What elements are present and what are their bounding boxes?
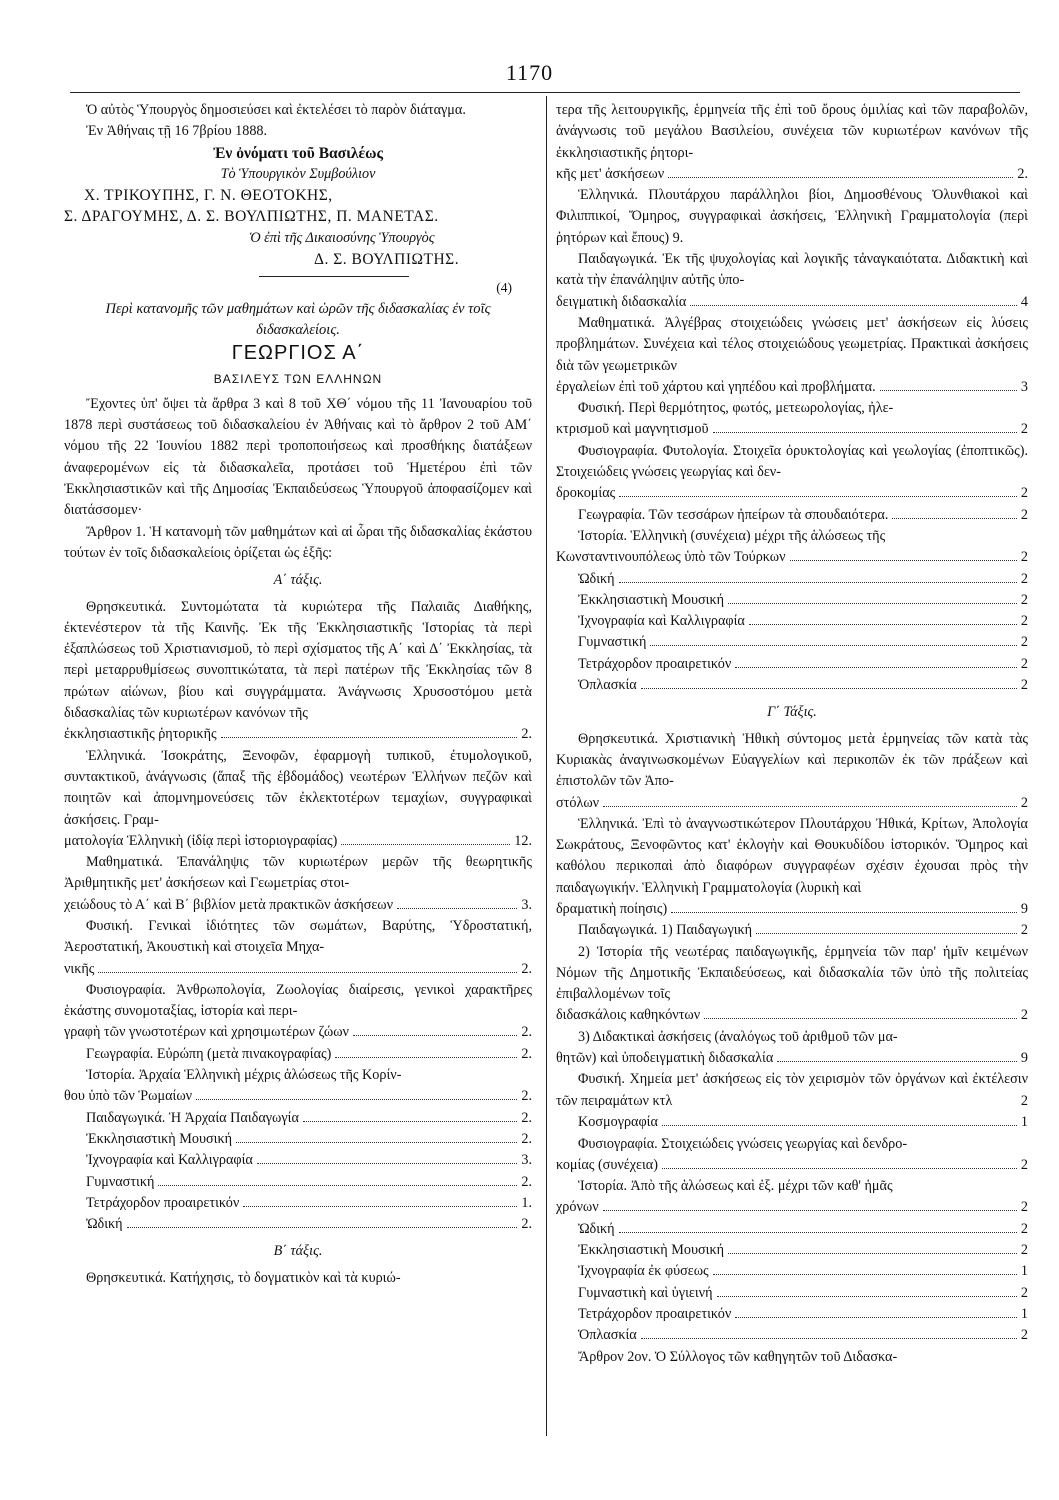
subject-paragraph: Φυσική. Περὶ θερμότητος, φωτός, μετεωρολογίας, ἠλε- — [578, 400, 894, 417]
subject-line — [64, 1022, 532, 1043]
subject-line-leader — [619, 582, 1017, 583]
subject-line-label: Γυμναστικὴ καὶ ὑγιεινή — [578, 1284, 713, 1301]
subject-line-leader — [668, 177, 1013, 178]
subject-paragraph: Ἑλληνικά. Πλουτάρχου παράλληλοι βίοι, Δημοσθένους Ὀλυνθιακοὶ καὶ Φιλιππικοί, Ὅμηρος, συγγραφικαὶ ἀσκήσεις, Ἑλληνικὴ Γραμματολογία (περὶ ῥητόρων καὶ ἔπους) 9. — [556, 187, 1028, 246]
intro-paragraph: Ὁ αὐτὸς Ὑπουργὸς δημοσιεύσει καὶ ἐκτελέσει τὸ παρὸν διάταγμα. — [86, 102, 466, 118]
subject-line-hours: 3. — [521, 896, 532, 913]
subject-line-hours: 2 — [1020, 655, 1028, 672]
class-c-heading: Γ΄ Τάξις. — [767, 704, 817, 721]
subject-paragraph: Ἑλληνικά. Ἐπὶ τὸ ἀναγνωστικώτερον Πλουτάρχου Ἠθικά, Κρίτων, Ἀπολογία Σωκράτους, Ξενοφῶντος κατ' ἐκλογὴν καὶ Θουκυδίδου ἱστορικόν. Ὅμηρος καὶ καθόλου περικοπαὶ ἀπὸ διαφόρων συγγραφέων σχέσιν ἐχουσαι πρὸς τὴν παιδαγωγικήν. Ἑλληνικὴ Γραμματολογία (λυρικὴ καὶ — [556, 815, 1028, 896]
column-divider — [546, 96, 547, 1436]
subject-line — [64, 1044, 532, 1065]
subject-line-leader — [756, 933, 1017, 934]
subject-line-label: Ὁπλασκία — [578, 1327, 637, 1344]
subject-line — [556, 1240, 1028, 1261]
subject-line — [64, 959, 532, 980]
subject-line-label: Ὠδική — [578, 1220, 615, 1237]
decree-title: Περὶ κατανομῆς τῶν μαθημάτων καὶ ὡρῶν τῆς διδασκαλίας ἐν τοῖς διδασκαλείοις. — [105, 300, 491, 338]
subject-line-hours: 2 — [1020, 549, 1028, 566]
subject-line-hours: 2 — [1020, 1156, 1028, 1173]
subject-line-label: Τετράχορδον προαιρετικόν — [86, 1194, 240, 1211]
subject-line-label: ἐργαλείων ἐπὶ τοῦ χάρτου καὶ γηπέδου καὶ προβλήματα. — [556, 378, 876, 395]
subject-line — [64, 1172, 532, 1193]
subject-line — [556, 483, 1028, 504]
subject-line-label: νικῆς — [64, 960, 95, 977]
subject-line-leader — [892, 518, 1017, 519]
subject-line-leader — [749, 624, 1017, 625]
subject-line-hours: 12. — [514, 832, 532, 849]
subject-line-hours: 2 — [1020, 1242, 1028, 1259]
subject-line-label: Παιδαγωγικά. 1) Παιδαγωγική — [578, 922, 753, 939]
subject-line-label: Γυμναστική — [86, 1173, 155, 1190]
left-column — [64, 100, 532, 1289]
subject-line — [556, 1325, 1028, 1346]
subject-line — [556, 675, 1028, 696]
subject-line-label: Ἰχνογραφία καὶ Καλλιγραφία — [86, 1152, 253, 1169]
subject-line-label: Κοσμογραφία — [578, 1114, 658, 1131]
subject-line-hours: 9 — [1020, 1050, 1028, 1067]
class-b-subjects — [556, 100, 1028, 569]
subject-line-hours: 2 — [1020, 591, 1028, 608]
subject-line-leader — [243, 1206, 517, 1207]
subject-line-hours: 1 — [1020, 1305, 1028, 1322]
subject-paragraph: Ἑλληνικά. Ἰσοκράτης, Ξενοφῶν, ἐφαρμογὴ τυπικοῦ, ἐτυμολογικοῦ, συντακτικοῦ, ἀνάγνωσις (ἅπαξ τῆς ἑβδομάδος) νεωτέρων Ἑλλήνων πεζῶν καὶ ποιητῶν καὶ ἀπομνημονεύσεις τῶν ἐκλεκτοτέρων τεμαχίων, συγγραφικαὶ ἀσκήσεις. Γραμ- — [64, 747, 532, 828]
subject-paragraph: Θρησκευτικά. Συντομώτατα τὰ κυριώτερα τῆς Παλαιᾶς Διαθήκης, ἐκτενέστερον τὰ τῆς Καινῆς. Ἐκ τῆς Ἐκκλησιαστικῆς Ἱστορίας τὰ περὶ ἐξαπλώσεως τοῦ Χριστιανισμοῦ, τὸ περὶ σχίσματος τῆς Α΄ καὶ Δ΄ Ἐκκλησίας, τὰ περὶ μεταρρυθμίσεως συνοπτικώτατα, τὰ περὶ πατέρων τῆς Ἐκκλησίας τῶν 8 πρώτων αἰώνων, βίου καὶ συγγράμματα. Ἀνάγνωσις Χρυσοστόμου μετὰ διδασκαλίας τῶν κυριωτέρων κανόνων τῆς — [64, 598, 532, 722]
class-c-subjects — [556, 729, 1028, 1219]
subject-line — [64, 1214, 532, 1235]
subject-line-leader — [221, 737, 518, 738]
subject-line-hours: 2 — [1020, 634, 1028, 651]
subject-line — [64, 1193, 532, 1214]
subject-paragraph: Φυσιογραφία. Φυτολογία. Στοιχεῖα ὀρυκτολογίας καὶ γεωλογίας (ἐποπτικῶς). Στοιχειώδεις γνώσεις γεωργίας καὶ δεν- — [556, 442, 1028, 481]
subject-line — [556, 590, 1028, 611]
subject-line-leader — [728, 1253, 1017, 1254]
subject-line-leader — [728, 603, 1017, 604]
subject-line-leader — [790, 560, 1017, 561]
subject-line-hours: 2. — [521, 960, 532, 977]
minister-name: Δ. Σ. ΒΟΥΛΠΙΩΤΗΣ. — [314, 251, 460, 269]
subject-line-leader — [650, 645, 1016, 646]
subject-line-hours: 2 — [1020, 922, 1028, 939]
subject-line-leader — [397, 908, 517, 909]
subject-line-label: Κωνσταντινουπόλεως ὑπὸ τῶν Τούρκων — [556, 549, 786, 566]
subject-line-leader — [735, 667, 1017, 668]
subject-line-label: δειγματικὴ διδασκαλία — [556, 293, 687, 310]
subject-line-leader — [704, 1018, 1017, 1019]
subject-line — [556, 164, 1028, 185]
subject-paragraph: Μαθηματικά. Ἐπανάληψις τῶν κυριωτέρων μερῶν τῆς θεωρητικῆς Ἀριθμητικῆς μετ' ἀσκήσεων καὶ Γεωμετρίας στοι- — [64, 854, 532, 892]
subject-paragraph: Θρησκευτικά. Χριστιανικὴ Ἠθικὴ σύντομος μετὰ ἑρμηνείας τῶν κατὰ τὰς Κυριακὰς ἀναγινωσκομένων Εὐαγγελίων καὶ περικοπῶν ἐκ τῶν πράξεων καὶ ἐπιστολῶν τῶν Ἀπο- — [556, 730, 1028, 790]
subject-line-label: ματολογία Ἑλληνικὴ (ἰδίᾳ περὶ ἱστοριογραφίας) — [64, 832, 338, 849]
subject-line-leader — [603, 1210, 1017, 1211]
subject-line-hours: 2 — [1020, 613, 1028, 630]
minister-role: Ὁ ἐπὶ τῆς Δικαιοσύνης Ὑπουργὸς — [249, 229, 435, 246]
subject-line-label: χρόνων — [556, 1199, 599, 1216]
subject-line-leader — [619, 496, 1017, 497]
subject-line-leader — [341, 844, 510, 845]
subject-line-leader — [603, 806, 1017, 807]
subject-line-label: Ὁπλασκία — [578, 677, 637, 694]
subject-line-hours: 2. — [1017, 165, 1028, 182]
subject-line-leader — [236, 1142, 517, 1143]
subject-line-leader — [662, 1168, 1017, 1169]
subject-line — [556, 1261, 1028, 1282]
signatories-line-2: Σ. ΔΡΑΓΟΥΜΗΣ, Δ. Σ. ΒΟΥΛΠΙΩΤΗΣ, Π. ΜΑΝΕΤΑΣ. — [64, 208, 439, 226]
subject-line-hours: 3. — [521, 1152, 532, 1169]
subject-line-leader — [98, 972, 517, 973]
subject-line — [556, 654, 1028, 675]
subject-line — [556, 569, 1028, 590]
subject-line-leader — [196, 1099, 517, 1100]
subject-line-label: ἐκκλησιαστικῆς ῥητορικῆς — [64, 726, 217, 743]
subject-line-leader — [257, 1163, 518, 1164]
article-1: Ἄρθρον 1. Ἡ κατανομὴ τῶν μαθημάτων καὶ αἱ ὧραι τῆς διδασκαλίας ἑκάστου τούτων ἐν τοῖς διδασκαλείοις ὁρίζεται ὡς ἑξῆς: — [64, 523, 532, 561]
subject-line-leader — [713, 1274, 1017, 1275]
in-name-of-king: Ἐν ὀνόματι τοῦ Βασιλέως — [212, 144, 384, 162]
subject-line-leader — [777, 1061, 1017, 1062]
subject-line-hours: 2 — [1020, 1220, 1028, 1237]
subject-line-label: διδασκάλοις καθηκόντων — [556, 1007, 701, 1024]
subject-line-label: Τετράχορδον προαιρετικόν — [578, 655, 732, 672]
subject-line-hours: 2. — [521, 1130, 532, 1147]
subject-line-label: Ὠδική — [86, 1216, 123, 1233]
subject-line-hours: 2. — [521, 726, 532, 743]
subject-line-hours: 2. — [521, 1109, 532, 1126]
subject-paragraph: Ἱστορία. Ἑλληνικὴ (συνέχεια) μέχρι τῆς ἁλώσεως τῆς — [578, 527, 886, 544]
subject-line-hours: 1. — [521, 1194, 532, 1211]
subject-hours: 2 — [1020, 1092, 1028, 1109]
subject-line-label: Ἰχνογραφία καὶ Καλλιγραφία — [578, 613, 745, 630]
subject-line-hours: 2 — [1020, 570, 1028, 587]
subject-line-leader — [335, 1057, 517, 1058]
preamble: Ἔχοντες ὑπ' ὄψει τὰ ἄρθρα 3 καὶ 8 τοῦ ΧΘ΄ νόμου τῆς 11 Ἰανουαρίου τοῦ 1878 περὶ συστάσεως τοῦ διδασκαλείου ἐν Ἀθήναις καὶ τὸ ἄρθρον 2 τοῦ ΑΜ΄ νόμου τῆς 22 Ἰουνίου 1882 περὶ τροποποιήσεως καὶ προσθήκης διατάξεων ἀναφερομένων εἰς τὰ διδασκαλεῖα, προτάσει τοῦ Ἡμετέρου ἐπὶ τῶν Ἐκκλησιαστικῶν καὶ τῆς Δημοσίας Ἐκπαιδεύσεως Ὑπουργοῦ ἀποφασίζομεν καὶ διατάσσομεν· — [64, 395, 532, 519]
subject-line-label: Ὠδική — [578, 570, 615, 587]
subject-line-label: κομίας (συνέχεια) — [556, 1156, 658, 1173]
subject-line-hours: 2 — [1020, 1199, 1028, 1216]
class-c-list — [556, 1219, 1028, 1347]
subject-line-leader — [671, 912, 1017, 913]
subject-line — [64, 1129, 532, 1150]
subject-line-leader — [353, 1035, 517, 1036]
subject-line-leader — [303, 1121, 517, 1122]
subject-line-leader — [127, 1227, 518, 1228]
subject-line — [556, 292, 1028, 313]
subject-line — [64, 1150, 532, 1171]
subject-line — [556, 632, 1028, 653]
subject-line-label: Γεωγραφία. Εὐρώπη (μετὰ πινακογραφίας) — [86, 1045, 332, 1062]
right-column — [556, 100, 1028, 1368]
council-heading: Τὸ Ὑπουργικὸν Συμβούλιον — [220, 165, 376, 182]
subject-paragraph: Φυσική. Γενικαὶ ἰδιότητες τῶν σωμάτων, Βαρύτης, Ὑδροστατική, Ἀεροστατική, Ἀκουστικὴ καὶ στοιχεῖα Μηχα- — [64, 917, 532, 956]
subject-line-hours: 2 — [1020, 485, 1028, 502]
signatories-line-1: Χ. ΤΡΙΚΟΥΠΗΣ, Γ. Ν. ΘΕΟΤΟΚΗΣ, — [84, 187, 333, 205]
subject-line-leader — [735, 1317, 1017, 1318]
subject-line — [556, 793, 1028, 814]
subject-line — [556, 1005, 1028, 1026]
subject-line — [556, 899, 1028, 920]
decree-number: (4) — [496, 280, 512, 296]
subject-paragraph: Μαθηματικά. Ἀλγέβρας στοιχειώδεις γνώσεις μετ' ἀσκήσεων εἰς λύσεις προβλημάτων. Συνέχεια καὶ τέλος στοιχειώδους γεωμετρίας. Πρακτικαὶ ἀσκήσεις διὰ τῶν γεωμετρικῶν — [556, 314, 1028, 374]
subject-line-leader — [880, 390, 1017, 391]
subject-line-hours: 2 — [1020, 1284, 1028, 1301]
subject-line-label: δραματικὴ ποίησις) — [556, 900, 668, 917]
subject-line — [556, 1112, 1028, 1133]
class-a-subjects — [64, 597, 532, 1108]
subject-line-label: θητῶν) καὶ ὑποδειγματικὴ διδασκαλία — [556, 1050, 774, 1067]
class-a-heading: Α΄ τάξις. — [273, 572, 323, 589]
class-b-heading: Β΄ τάξις. — [273, 1243, 323, 1260]
subject-line — [556, 547, 1028, 568]
class-b-start: Θρησκευτικά. Κατήχησις, τὸ δογματικὸν καὶ τὰ κυριώ- — [86, 1269, 401, 1286]
subject-line — [556, 1155, 1028, 1176]
subject-line-hours: 2 — [1020, 1007, 1028, 1024]
subject-line-hours: 2 — [1020, 677, 1028, 694]
subject-paragraph: Φυσιογραφία. Ἀνθρωπολογία, Ζωολογίας διαίρεσις, γενικοὶ χαρακτῆρες ἑκάστης συνομοταξίας, ἱστορία καὶ περι- — [64, 981, 532, 1020]
subject-line-label: Ἰχνογραφία ἐκ φύσεως — [578, 1263, 709, 1280]
subject-line-leader — [662, 1125, 1017, 1126]
subject-line-label: κτρισμοῦ καὶ μαγνητισμοῦ — [556, 421, 709, 438]
subject-line-hours: 2. — [521, 1216, 532, 1233]
subject-line-label: Παιδαγωγικά. Ἡ Ἀρχαία Παιδαγωγία — [86, 1109, 299, 1126]
subject-line — [556, 1304, 1028, 1325]
subject-line-hours: 2. — [521, 1045, 532, 1062]
subject-line — [556, 1048, 1028, 1069]
subject-line — [64, 895, 532, 916]
subject-line — [556, 1197, 1028, 1218]
subject-line-label: Ἐκκλησιαστικὴ Μουσική — [86, 1130, 233, 1147]
subject-line-label: θου ὑπὸ τῶν Ῥωμαίων — [64, 1088, 193, 1105]
subject-line — [64, 1108, 532, 1129]
subject-line-hours: 4 — [1020, 293, 1028, 310]
subject-line — [64, 724, 532, 745]
subject-line — [556, 377, 1028, 398]
king-name: ΓΕΩΡΓΙΟΣ Α΄ — [231, 342, 365, 365]
subject-line-label: Τετράχορδον προαιρετικόν — [578, 1305, 732, 1322]
subject-line-label: γραφὴ τῶν γνωστοτέρων καὶ χρησιμωτέρων ζώων — [64, 1024, 349, 1041]
article-2: Ἄρθρον 2ον. Ὁ Σύλλογος τῶν καθηγητῶν τοῦ Διδασκα- — [578, 1348, 898, 1365]
subject-line — [556, 611, 1028, 632]
subject-line-label: στόλων — [556, 794, 600, 811]
subject-paragraph: τερα τῆς λειτουργικῆς, ἑρμηνεία τῆς ἐπὶ τοῦ ὄρους ὁμιλίας καὶ τῶν παραβολῶν, ἀνάγνωσις τοῦ μεγάλου Βασιλείου, συνέχεια τῶν κυριωτέρων κανόνων τῆς ἐκκλησιαστικῆς ῥητορι- — [556, 102, 1028, 161]
subject-line-label: Γυμναστική — [578, 634, 647, 651]
subject-line — [556, 419, 1028, 440]
subject-paragraph: Παιδαγωγικά. Ἐκ τῆς ψυχολογίας καὶ λογικῆς τἀναγκαιότατα. Διδακτικὴ καὶ κατὰ τὴν ἐπανάληψιν αὐτῆς ὑπο- — [556, 251, 1028, 289]
subject-line — [556, 920, 1028, 941]
subject-line-leader — [158, 1185, 517, 1186]
subject-paragraph: Ἱστορία. Ἀρχαία Ἑλληνικὴ μέχρις ἁλώσεως τῆς Κορίν- — [86, 1067, 402, 1084]
subject-line-leader — [641, 1338, 1017, 1339]
subject-line-leader — [619, 1232, 1017, 1233]
subject-line-hours: 2 — [1020, 794, 1028, 811]
subject-line-leader — [717, 1296, 1017, 1297]
subject-paragraph: Φυσιογραφία. Στοιχειώδεις γνώσεις γεωργίας καὶ δενδρο- — [578, 1135, 908, 1152]
subject-line-label: Ἐκκλησιαστικὴ Μουσική — [578, 591, 725, 608]
subject-line-label: Γεωγραφία. Τῶν τεσσάρων ἠπείρων τὰ σπουδαιότερα. — [578, 506, 889, 523]
subject-paragraph: 3) Διδακτικαὶ ἀσκήσεις (ἀναλόγως τοῦ ἀριθμοῦ τῶν μα- — [578, 1028, 898, 1045]
subject-line — [64, 1086, 532, 1107]
date-line: Ἐν Ἀθήναις τῇ 16 7βρίου 1888. — [86, 123, 268, 140]
subject-line-label: δροκομίας — [556, 485, 616, 502]
subject-line — [556, 1283, 1028, 1304]
subject-line-hours: 9 — [1020, 900, 1028, 917]
subject-line-leader — [690, 305, 1017, 306]
subject-line-label: Ἐκκλησιαστικὴ Μουσική — [578, 1242, 725, 1259]
subject-line-hours: 2. — [521, 1024, 532, 1041]
subject-line-label: χειώδους τὸ Α΄ καὶ Β΄ βιβλίον μετὰ πρακτικῶν ἀσκήσεων — [64, 896, 394, 913]
class-a-list — [64, 1108, 532, 1236]
subject-line — [64, 831, 532, 852]
king-title: ΒΑΣΙΛΕΥΣ ΤΩΝ ΕΛΛΗΝΩΝ — [213, 371, 383, 386]
subject-line — [556, 1219, 1028, 1240]
subject-line-hours: 2 — [1020, 506, 1028, 523]
subject-line-leader — [713, 432, 1017, 433]
subject-paragraph: Ἱστορία. Ἀπὸ τῆς ἁλώσεως καὶ ἐξ. μέχρι τῶν καθ' ἡμᾶς — [578, 1178, 893, 1195]
page-number: 1170 — [505, 60, 554, 85]
subject-line — [556, 505, 1028, 526]
subject-line-hours: 3 — [1020, 378, 1028, 395]
subject-paragraph: 2) Ἱστορία τῆς νεωτέρας παιδαγωγικῆς, ἑρμηνεία τῶν παρ' ἡμῖν κειμένων Νόμων τῆς Δημοτικῆς Ἐκπαιδεύσεως, καὶ διδασκαλία τῶν ὑπὸ τῆς πολιτείας ἐπιβαλλομένων τοῖς — [556, 943, 1028, 1003]
subject-paragraph: Φυσική. Χημεία μετ' ἀσκήσεως εἰς τὸν χειρισμὸν τῶν ὀργάνων καὶ ἐκτέλεσιν τῶν πειραμάτων κτλ — [556, 1071, 1028, 1109]
subject-line-leader — [641, 688, 1017, 689]
subject-line-hours: 1 — [1020, 1114, 1028, 1131]
subject-line-hours: 2 — [1020, 1327, 1028, 1344]
header-rule — [70, 92, 1020, 93]
subject-line-hours: 2. — [521, 1088, 532, 1105]
class-b-list — [556, 569, 1028, 697]
subject-line-hours: 2 — [1020, 421, 1028, 438]
subject-line-hours: 2. — [521, 1173, 532, 1190]
subject-line-hours: 1 — [1020, 1263, 1028, 1280]
subject-line-label: κῆς μετ' ἀσκήσεων — [556, 165, 665, 182]
